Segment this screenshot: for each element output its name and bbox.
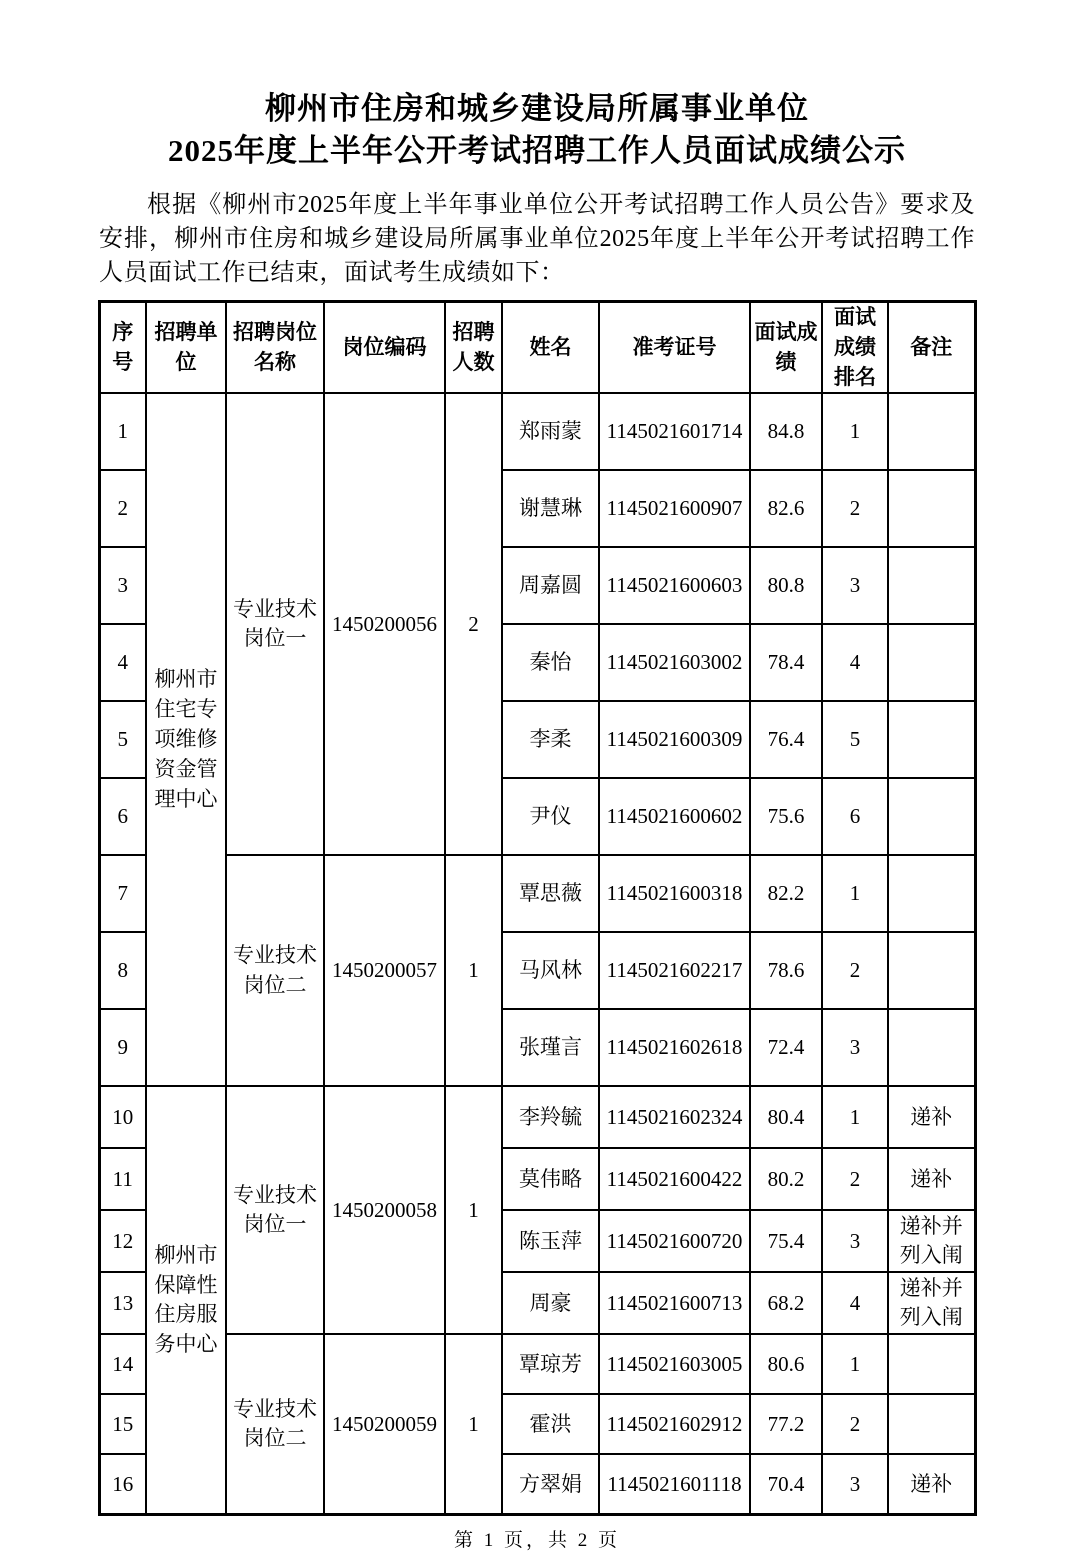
remark-cell: [888, 547, 975, 624]
ticket-cell: 1145021600422: [599, 1148, 750, 1210]
ticket-cell: 1145021602324: [599, 1086, 750, 1148]
table-row: [99, 393, 975, 470]
serial-cell: 13: [99, 1272, 146, 1334]
name-cell: 周嘉圆: [502, 547, 599, 624]
rank-cell: 3: [822, 1009, 888, 1086]
ticket-cell: 1145021600603: [599, 547, 750, 624]
score-cell: 75.6: [750, 778, 822, 855]
score-cell: 78.6: [750, 932, 822, 1009]
header-count: 招聘人数: [445, 302, 502, 394]
header-rank: 面试成绩排名: [822, 302, 888, 394]
table-row: [99, 1334, 975, 1394]
remark-cell: [888, 778, 975, 855]
header-code: 岗位编码: [324, 302, 445, 394]
remark-cell: [888, 701, 975, 778]
unit-cell: 柳州市住宅专项维修资金管理中心: [146, 393, 226, 1086]
header-score: 面试成绩: [750, 302, 822, 394]
name-cell: 尹仪: [502, 778, 599, 855]
name-cell: 郑雨蒙: [502, 393, 599, 470]
ticket-cell: 1145021603005: [599, 1334, 750, 1394]
interview-score-table: [98, 300, 977, 1516]
table-row: [99, 855, 975, 932]
table-row: [99, 1086, 975, 1148]
name-cell: 覃思薇: [502, 855, 599, 932]
serial-cell: 15: [99, 1394, 146, 1454]
score-cell: 80.2: [750, 1148, 822, 1210]
remark-cell: [888, 393, 975, 470]
code-cell: 1450200057: [324, 855, 445, 1086]
serial-cell: 3: [99, 547, 146, 624]
count-cell: 1: [445, 1334, 502, 1515]
remark-cell: 递补: [888, 1086, 975, 1148]
rank-cell: 3: [822, 1210, 888, 1272]
rank-cell: 1: [822, 1334, 888, 1394]
score-cell: 80.6: [750, 1334, 822, 1394]
ticket-cell: 1145021600720: [599, 1210, 750, 1272]
count-cell: 1: [445, 855, 502, 1086]
code-cell: 1450200058: [324, 1086, 445, 1334]
intro-paragraph: 根据《柳州市2025年度上半年事业单位公开考试招聘工作人员公告》要求及安排，柳州市住房和城乡建设局所属事业单位2025年度上半年公开考试招聘工作人员面试工作已结束，面试考生成绩如下：: [99, 192, 975, 286]
score-cell: 82.2: [750, 855, 822, 932]
ticket-cell: 1145021602217: [599, 932, 750, 1009]
ticket-cell: 1145021602618: [599, 1009, 750, 1086]
remark-cell: [888, 1334, 975, 1394]
score-cell: 70.4: [750, 1454, 822, 1515]
remark-cell: [888, 855, 975, 932]
job-cell: 专业技术岗位一: [226, 1086, 324, 1334]
name-cell: 李羚毓: [502, 1086, 599, 1148]
rank-cell: 1: [822, 393, 888, 470]
score-cell: 72.4: [750, 1009, 822, 1086]
rank-cell: 4: [822, 624, 888, 701]
serial-cell: 2: [99, 470, 146, 547]
serial-cell: 14: [99, 1334, 146, 1394]
page-title-line2: 2025年度上半年公开考试招聘工作人员面试成绩公示: [168, 133, 906, 168]
header-ticket: 准考证号: [599, 302, 750, 394]
serial-cell: 10: [99, 1086, 146, 1148]
code-cell: 1450200056: [324, 393, 445, 855]
rank-cell: 5: [822, 701, 888, 778]
unit-cell: 柳州市保障性住房服务中心: [146, 1086, 226, 1515]
remark-cell: [888, 624, 975, 701]
serial-cell: 8: [99, 932, 146, 1009]
serial-cell: 5: [99, 701, 146, 778]
header-job: 招聘岗位名称: [226, 302, 324, 394]
name-cell: 秦怡: [502, 624, 599, 701]
header-serial: 序号: [99, 302, 146, 394]
name-cell: 莫伟略: [502, 1148, 599, 1210]
ticket-cell: 1145021600309: [599, 701, 750, 778]
score-cell: 84.8: [750, 393, 822, 470]
score-cell: 77.2: [750, 1394, 822, 1454]
rank-cell: 1: [822, 855, 888, 932]
job-cell: 专业技术岗位二: [226, 1334, 324, 1515]
rank-cell: 6: [822, 778, 888, 855]
ticket-cell: 1145021601714: [599, 393, 750, 470]
header-name: 姓名: [502, 302, 599, 394]
name-cell: 周豪: [502, 1272, 599, 1334]
page-number-footer: 第 1 页，共 2 页: [453, 1530, 620, 1552]
header-unit: 招聘单位: [146, 302, 226, 394]
name-cell: 谢慧琳: [502, 470, 599, 547]
count-cell: 1: [445, 1086, 502, 1334]
job-cell: 专业技术岗位二: [226, 855, 324, 1086]
remark-cell: [888, 470, 975, 547]
name-cell: 马风林: [502, 932, 599, 1009]
ticket-cell: 1145021601118: [599, 1454, 750, 1515]
score-cell: 80.8: [750, 547, 822, 624]
serial-cell: 1: [99, 393, 146, 470]
rank-cell: 2: [822, 1148, 888, 1210]
serial-cell: 11: [99, 1148, 146, 1210]
serial-cell: 6: [99, 778, 146, 855]
job-cell: 专业技术岗位一: [226, 393, 324, 855]
ticket-cell: 1145021600713: [599, 1272, 750, 1334]
name-cell: 李柔: [502, 701, 599, 778]
ticket-cell: 1145021600602: [599, 778, 750, 855]
count-cell: 2: [445, 393, 502, 855]
name-cell: 覃琼芳: [502, 1334, 599, 1394]
score-cell: 78.4: [750, 624, 822, 701]
table-header-row: [99, 302, 975, 394]
rank-cell: 3: [822, 1454, 888, 1515]
remark-cell: [888, 1394, 975, 1454]
remark-cell: 递补: [888, 1148, 975, 1210]
score-cell: 82.6: [750, 470, 822, 547]
serial-cell: 16: [99, 1454, 146, 1515]
header-remark: 备注: [888, 302, 975, 394]
name-cell: 张瑾言: [502, 1009, 599, 1086]
rank-cell: 2: [822, 932, 888, 1009]
name-cell: 霍洪: [502, 1394, 599, 1454]
score-cell: 80.4: [750, 1086, 822, 1148]
rank-cell: 1: [822, 1086, 888, 1148]
remark-cell: [888, 932, 975, 1009]
score-cell: 68.2: [750, 1272, 822, 1334]
score-cell: 76.4: [750, 701, 822, 778]
ticket-cell: 1145021600907: [599, 470, 750, 547]
remark-cell: 递补并列入闱: [888, 1210, 975, 1272]
remark-cell: 递补: [888, 1454, 975, 1515]
remark-cell: 递补并列入闱: [888, 1272, 975, 1334]
name-cell: 方翠娟: [502, 1454, 599, 1515]
rank-cell: 2: [822, 1394, 888, 1454]
score-cell: 75.4: [750, 1210, 822, 1272]
serial-cell: 4: [99, 624, 146, 701]
ticket-cell: 1145021602912: [599, 1394, 750, 1454]
serial-cell: 7: [99, 855, 146, 932]
ticket-cell: 1145021600318: [599, 855, 750, 932]
rank-cell: 3: [822, 547, 888, 624]
serial-cell: 9: [99, 1009, 146, 1086]
code-cell: 1450200059: [324, 1334, 445, 1515]
rank-cell: 2: [822, 470, 888, 547]
remark-cell: [888, 1009, 975, 1086]
serial-cell: 12: [99, 1210, 146, 1272]
ticket-cell: 1145021603002: [599, 624, 750, 701]
page-title-line1: 柳州市住房和城乡建设局所属事业单位: [265, 91, 809, 126]
rank-cell: 4: [822, 1272, 888, 1334]
name-cell: 陈玉萍: [502, 1210, 599, 1272]
